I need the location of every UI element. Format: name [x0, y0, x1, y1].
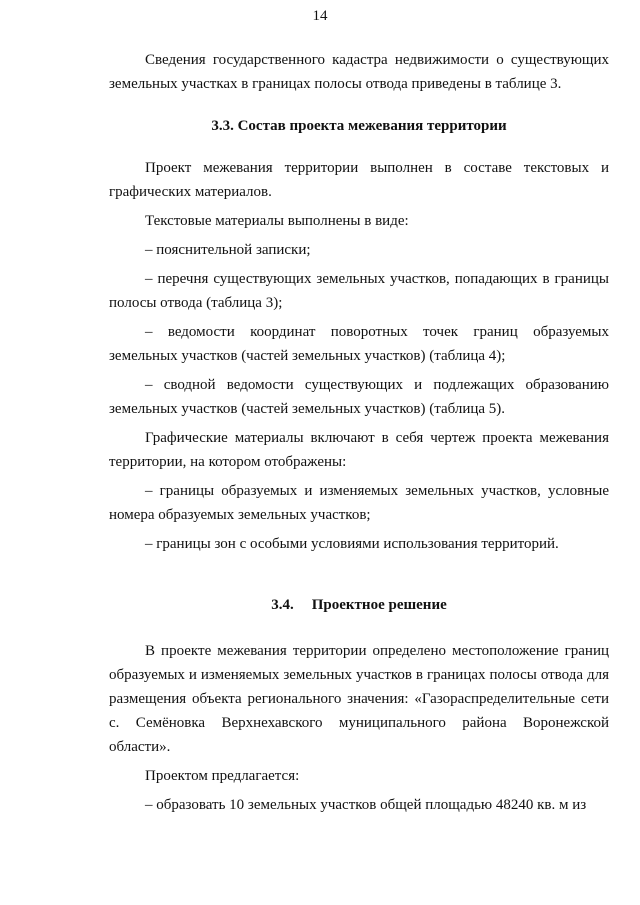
list-item-parcel-list: – перечня существующих земельных участков, попадающих в границы полосы отвода (таблица 3); — [109, 271, 609, 311]
paragraph-project-decision: В проекте межевания территории определено местоположение границ образуемых и изменяемых земельных участков в границах полосы отвода для размещения объекта регионального значения: «Газораспределительные сети с. Семёновка Верхнехавского муниципального района Воронежской области». — [109, 643, 609, 755]
section-heading-3-4 — [109, 593, 609, 617]
section-heading-3-3: 3.3. Состав проекта межевания территории — [211, 118, 507, 134]
paragraph-project-composition: Проект межевания территории выполнен в составе текстовых и графических материалов. — [109, 160, 609, 200]
paragraph-text-materials-intro: Текстовые материалы выполнены в виде: — [145, 213, 409, 229]
list-item-coordinates-statement: – ведомости координат поворотных точек границ образуемых земельных участков (частей земельных участков) (таблица 4); — [109, 324, 609, 364]
page-number: 14 — [312, 8, 328, 24]
section-heading-title: Проектное решение — [311, 597, 447, 613]
document-body — [109, 48, 609, 817]
list-item-zone-boundaries: – границы зон с особыми условиями использования территорий. — [145, 536, 559, 552]
list-item-explanatory-note: – пояснительной записки; — [145, 242, 311, 258]
paragraph-project-proposes: Проектом предлагается: — [145, 768, 300, 784]
list-item-summary-statement: – сводной ведомости существующих и подлежащих образованию земельных участков (частей земельных участков) (таблица 5). — [109, 377, 609, 417]
list-item-form-parcels: – образовать 10 земельных участков общей площадью 48240 кв. м из — [145, 797, 587, 813]
paragraph-graphic-materials-intro: Графические материалы включают в себя чертеж проекта межевания территории, на котором отображены: — [109, 430, 609, 470]
list-item-parcel-boundaries: – границы образуемых и изменяемых земельных участков, условные номера образуемых земельных участков; — [109, 483, 609, 523]
section-heading-number: 3.4. — [271, 597, 294, 613]
paragraph-cadastre-info: Сведения государственного кадастра недвижимости о существующих земельных участках в границах полосы отвода приведены в таблице 3. — [109, 52, 609, 92]
